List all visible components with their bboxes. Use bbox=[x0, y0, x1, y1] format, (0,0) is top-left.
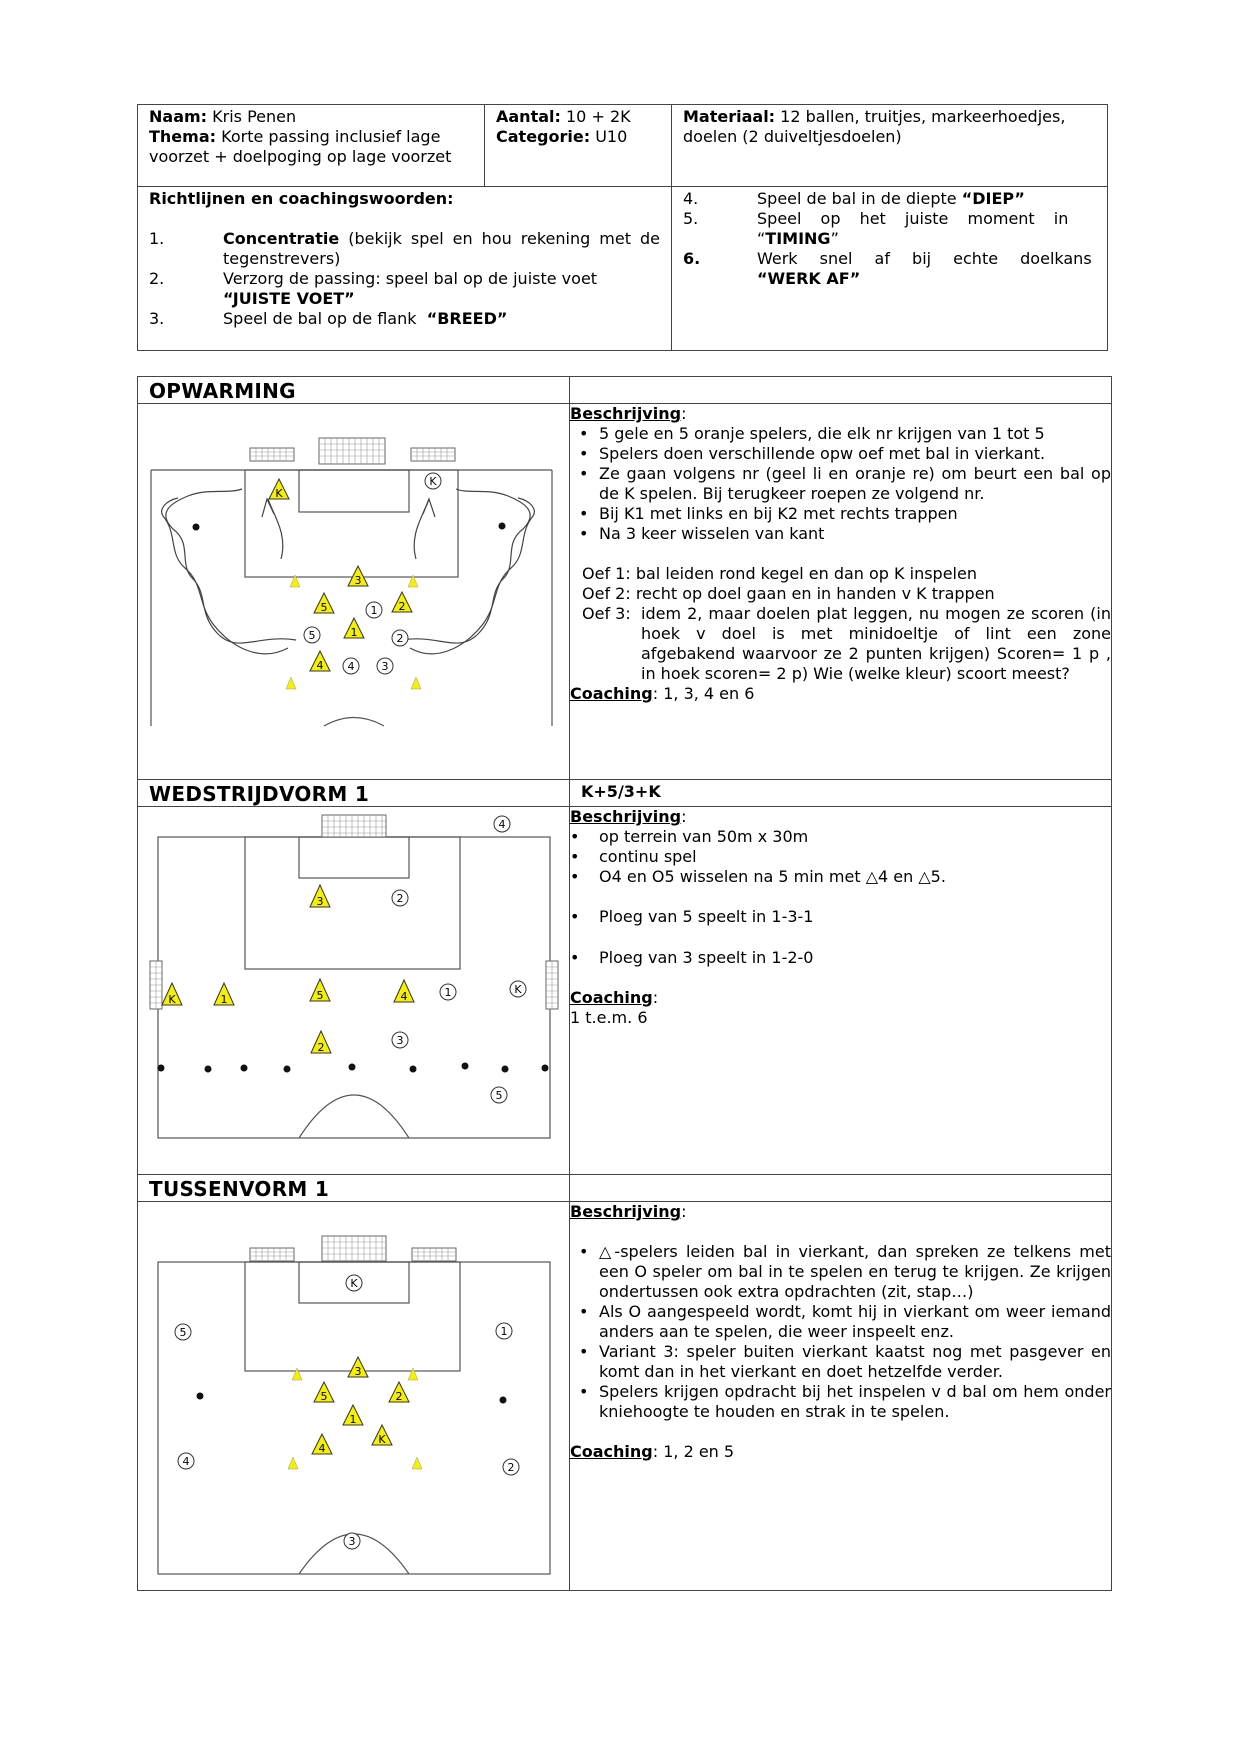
svg-text:1: 1 bbox=[444, 986, 452, 999]
richtlijnen-cell-right bbox=[672, 187, 1108, 351]
svg-text:4: 4 bbox=[318, 1442, 326, 1455]
svg-text:2: 2 bbox=[396, 632, 404, 645]
list-item: • 5 gele en 5 oranje spelers, die elk nr krijgen van 1 tot 5 bbox=[579, 424, 1045, 443]
tussenvorm-field-diagram bbox=[138, 1202, 569, 1585]
wedstrijdvorm-diagram-cell bbox=[138, 807, 570, 1175]
aantal-categorie-cell bbox=[485, 105, 672, 187]
opwarming-description: Beschrijving: • 5 gele en 5 oranje spelers, die elk nr krijgen van 1 tot 5 • Spelers doen verschillende opw oef met bal in vierkant. • Ze gaan volgens nr (geel li en oranje re) om beurt een bal op de K spelen. Bij terugkeer roepen ze volgend nr. • Bij K1 met links en bij K2 met rechts trappen • Na 3 keer wisselen van kant Oef 1: bal leiden rond kegel en dan op K inspelen Oef 2: recht op doel gaan en in handen v K trappen Oef 3: idem 2, maar doelen plat leggen, nu mogen ze scoren (in hoek v doel is met minidoeltje of lint een zone afgebakend waarvoor ze 2 punten krijgen) Scoren= 1 p , in hoek scoren= 2 p) Wie (welke kleur) scoort meest? Coaching: 1, 3, 4 en 6 bbox=[570, 404, 1112, 780]
goal-icon bbox=[319, 438, 385, 464]
guideline-item-1: 1. Concentratie (bekijk spel en hou rekening met de tegenstrevers) bbox=[149, 229, 660, 268]
beschrijving-label: Beschrijving bbox=[570, 404, 682, 423]
coaching-label: Coaching bbox=[570, 988, 653, 1007]
list-item: • Na 3 keer wisselen van kant bbox=[579, 524, 825, 543]
section-title-cell bbox=[138, 1175, 570, 1202]
oefeningen bbox=[570, 564, 1111, 684]
aantal-label: Aantal: bbox=[496, 107, 561, 126]
aantal-value: 10 + 2K bbox=[566, 107, 631, 126]
guideline-item-6: 6. Werk snel af bij echte doelkans “WERK AF” bbox=[683, 249, 1092, 288]
svg-text:1: 1 bbox=[370, 604, 378, 617]
tussenvorm-description: Beschrijving: • △-spelers leiden bal in vierkant, dan spreken ze telkens met een O speler om bal in te spelen en terug te krijgen. Ze krijgen ondertussen ook extra opdrachten (zit, stap…) • Als O aangespeeld wordt, komt hij in vierkant om weer iemand anders aan te spelen, die weer inspeelt enz. • Variant 3: speler buiten vierkant kaatst nog met pasgever en komt dan in het vierkant en doet hetzelfde verder. • Spelers krijgen opdracht bij het inspelen v d bal om hem onder kniehoogte te houden en strak in te spelen. Coaching: 1, 2 en 5 bbox=[570, 1202, 1112, 1591]
list-item: • Ploeg van 5 speelt in 1-3-1 bbox=[570, 907, 814, 926]
section-right-header bbox=[570, 377, 1112, 404]
svg-text:3: 3 bbox=[381, 660, 389, 673]
svg-text:5: 5 bbox=[320, 601, 328, 614]
svg-text:2: 2 bbox=[396, 892, 404, 905]
categorie-value: U10 bbox=[595, 127, 628, 146]
coaching-label: Coaching bbox=[570, 684, 653, 703]
orange-player-circles bbox=[175, 1275, 519, 1549]
svg-text:3: 3 bbox=[396, 1034, 404, 1047]
svg-text:K: K bbox=[275, 487, 283, 500]
svg-text:1: 1 bbox=[350, 626, 358, 639]
list-item: • Spelers doen verschillende opw oef met bal in vierkant. bbox=[579, 444, 1046, 463]
guideline-item-2: 2. Verzorg de passing: speel bal op de juiste voet “JUISTE VOET” bbox=[149, 269, 598, 308]
svg-text:4: 4 bbox=[498, 818, 506, 831]
coaching-value: : 1, 3, 4 en 6 bbox=[652, 684, 755, 703]
opwarming-field-diagram bbox=[138, 404, 569, 774]
svg-text:3: 3 bbox=[354, 1365, 362, 1378]
svg-text:5: 5 bbox=[320, 1390, 328, 1403]
svg-text:2: 2 bbox=[395, 1390, 403, 1403]
wedstrijdvorm-bullets bbox=[570, 827, 1111, 968]
coaching-label: Coaching bbox=[570, 1442, 653, 1461]
svg-text:K: K bbox=[514, 983, 522, 996]
svg-text:3: 3 bbox=[354, 574, 362, 587]
guideline-item-3: 3. Speel de bal op de flank “BREED” bbox=[149, 309, 508, 328]
materiaal-value: 12 ballen, truitjes, markeerhoedjes, doelen (2 duiveltjesdoelen) bbox=[683, 107, 1066, 146]
list-item: • Spelers krijgen opdracht bij het inspelen v d bal om hem onder kniehoogte te houden en strak in te spelen. bbox=[579, 1382, 1111, 1421]
svg-text:K: K bbox=[350, 1277, 358, 1290]
section-title-cell bbox=[138, 377, 570, 404]
tussenvorm-bullets bbox=[570, 1242, 1111, 1422]
naam-label: Naam: bbox=[149, 107, 208, 126]
thema-label: Thema: bbox=[149, 127, 217, 146]
svg-text:5: 5 bbox=[308, 629, 316, 642]
svg-text:1: 1 bbox=[220, 993, 228, 1006]
guideline-item-5: 5. Speel op het juiste moment in “TIMING” bbox=[683, 209, 1069, 248]
goal-icon bbox=[322, 1236, 386, 1261]
section-title: WEDSTRIJDVORM 1 bbox=[149, 782, 370, 806]
circle-labels bbox=[309, 475, 438, 673]
oef-item: Oef 1: bal leiden rond kegel en dan op K inspelen bbox=[582, 564, 977, 583]
svg-text:2: 2 bbox=[398, 600, 406, 613]
section-title: OPWARMING bbox=[149, 379, 296, 403]
svg-text:4: 4 bbox=[400, 990, 408, 1003]
orange-player-circles bbox=[304, 473, 441, 674]
svg-text:K: K bbox=[378, 1433, 386, 1446]
svg-text:2: 2 bbox=[507, 1461, 515, 1474]
oef-item: Oef 2: recht op doel gaan en in handen v K trappen bbox=[582, 584, 995, 603]
goal-icon bbox=[322, 815, 386, 837]
circle-labels bbox=[180, 1277, 515, 1548]
richtlijnen-cell bbox=[138, 187, 672, 351]
section-title: TUSSENVORM 1 bbox=[149, 1177, 330, 1201]
wedstrijdvorm-field-diagram bbox=[138, 807, 569, 1169]
svg-text:1: 1 bbox=[500, 1325, 508, 1338]
oef-item: Oef 3: idem 2, maar doelen plat leggen, nu mogen ze scoren (in hoek v doel is met minidoeltje of lint een zone afgebakend waarvoor ze 2 punten krijgen) Scoren= 1 p , in hoek scoren= 2 p) Wie (welke kleur) scoort meest? bbox=[582, 604, 1111, 683]
coaching-value: : 1, 2 en 5 bbox=[652, 1442, 735, 1461]
orange-player-circles bbox=[392, 816, 526, 1103]
svg-text:5: 5 bbox=[495, 1089, 503, 1102]
section-right-header bbox=[570, 1175, 1112, 1202]
svg-text:5: 5 bbox=[179, 1326, 187, 1339]
guideline-item-4: 4. Speel de bal in de diepte “DIEP” bbox=[683, 189, 1025, 208]
svg-text:3: 3 bbox=[348, 1535, 356, 1548]
list-item: • Bij K1 met links en bij K2 met rechts trappen bbox=[579, 504, 958, 523]
list-item: • continu spel bbox=[570, 847, 697, 866]
ball-marker bbox=[197, 1393, 507, 1404]
svg-text:K: K bbox=[429, 475, 437, 488]
richtlijnen-title: Richtlijnen en coachingswoorden: bbox=[149, 189, 454, 208]
svg-text:5: 5 bbox=[316, 989, 324, 1002]
yellow-player-triangles bbox=[269, 479, 412, 672]
coaching-value: 1 t.e.m. 6 bbox=[570, 1008, 648, 1027]
materiaal-cell bbox=[672, 105, 1108, 187]
beschrijving-label: Beschrijving bbox=[570, 807, 682, 826]
opwarming-diagram-cell bbox=[138, 404, 570, 780]
svg-text:1: 1 bbox=[349, 1413, 357, 1426]
tussenvorm-diagram-cell bbox=[138, 1202, 570, 1591]
svg-text:2: 2 bbox=[317, 1041, 325, 1054]
mini-goal-icon bbox=[150, 961, 558, 1009]
section-right-header: K+5/3+K bbox=[570, 780, 1112, 807]
svg-text:4: 4 bbox=[347, 660, 355, 673]
list-item: • △-spelers leiden bal in vierkant, dan spreken ze telkens met een O speler om bal in te spelen en terug te krijgen. Ze krijgen ondertussen ook extra opdrachten (zit, stap…) bbox=[579, 1242, 1111, 1301]
list-item: • Als O aangespeeld wordt, komt hij in vierkant om weer iemand anders aan te spelen, die weer inspeelt enz. bbox=[579, 1302, 1111, 1341]
list-item: • O4 en O5 wisselen na 5 min met △4 en △5. bbox=[570, 867, 946, 886]
naam-value: Kris Penen bbox=[212, 107, 297, 126]
exercise-table bbox=[137, 376, 1112, 1591]
section-title-cell bbox=[138, 780, 570, 807]
materiaal-label: Materiaal: bbox=[683, 107, 776, 126]
list-item: • Ze gaan volgens nr (geel li en oranje re) om beurt een bal op de K spelen. Bij terugkeer roepen ze volgend nr. bbox=[579, 464, 1111, 503]
list-item: • Variant 3: speler buiten vierkant kaatst nog met pasgever en komt dan in het vierkant en doet hetzelfde verder. bbox=[579, 1342, 1111, 1381]
beschrijving-label: Beschrijving bbox=[570, 1202, 682, 1221]
thema-value: Korte passing inclusief lage voorzet + doelpoging op lage voorzet bbox=[149, 127, 452, 166]
svg-text:4: 4 bbox=[182, 1455, 190, 1468]
wedstrijdvorm-description: Beschrijving: • op terrein van 50m x 30m • continu spel • O4 en O5 wisselen na 5 min met △4 en △5. • Ploeg van 5 speelt in 1-3-1 • Ploeg van 3 speelt in 1-2-0 Coaching: 1 t.e.m. 6 bbox=[570, 807, 1112, 1175]
naam-thema-cell bbox=[138, 105, 485, 187]
svg-text:K: K bbox=[168, 993, 176, 1006]
list-item: • op terrein van 50m x 30m bbox=[570, 827, 809, 846]
categorie-label: Categorie: bbox=[496, 127, 591, 146]
svg-text:3: 3 bbox=[316, 895, 324, 908]
yellow-player-triangles bbox=[312, 1357, 409, 1455]
ball-marker bbox=[158, 1063, 549, 1073]
session-header-table bbox=[137, 104, 1108, 351]
opwarming-bullets bbox=[570, 424, 1111, 544]
list-item: • Ploeg van 3 speelt in 1-2-0 bbox=[570, 948, 814, 967]
svg-text:4: 4 bbox=[316, 659, 324, 672]
